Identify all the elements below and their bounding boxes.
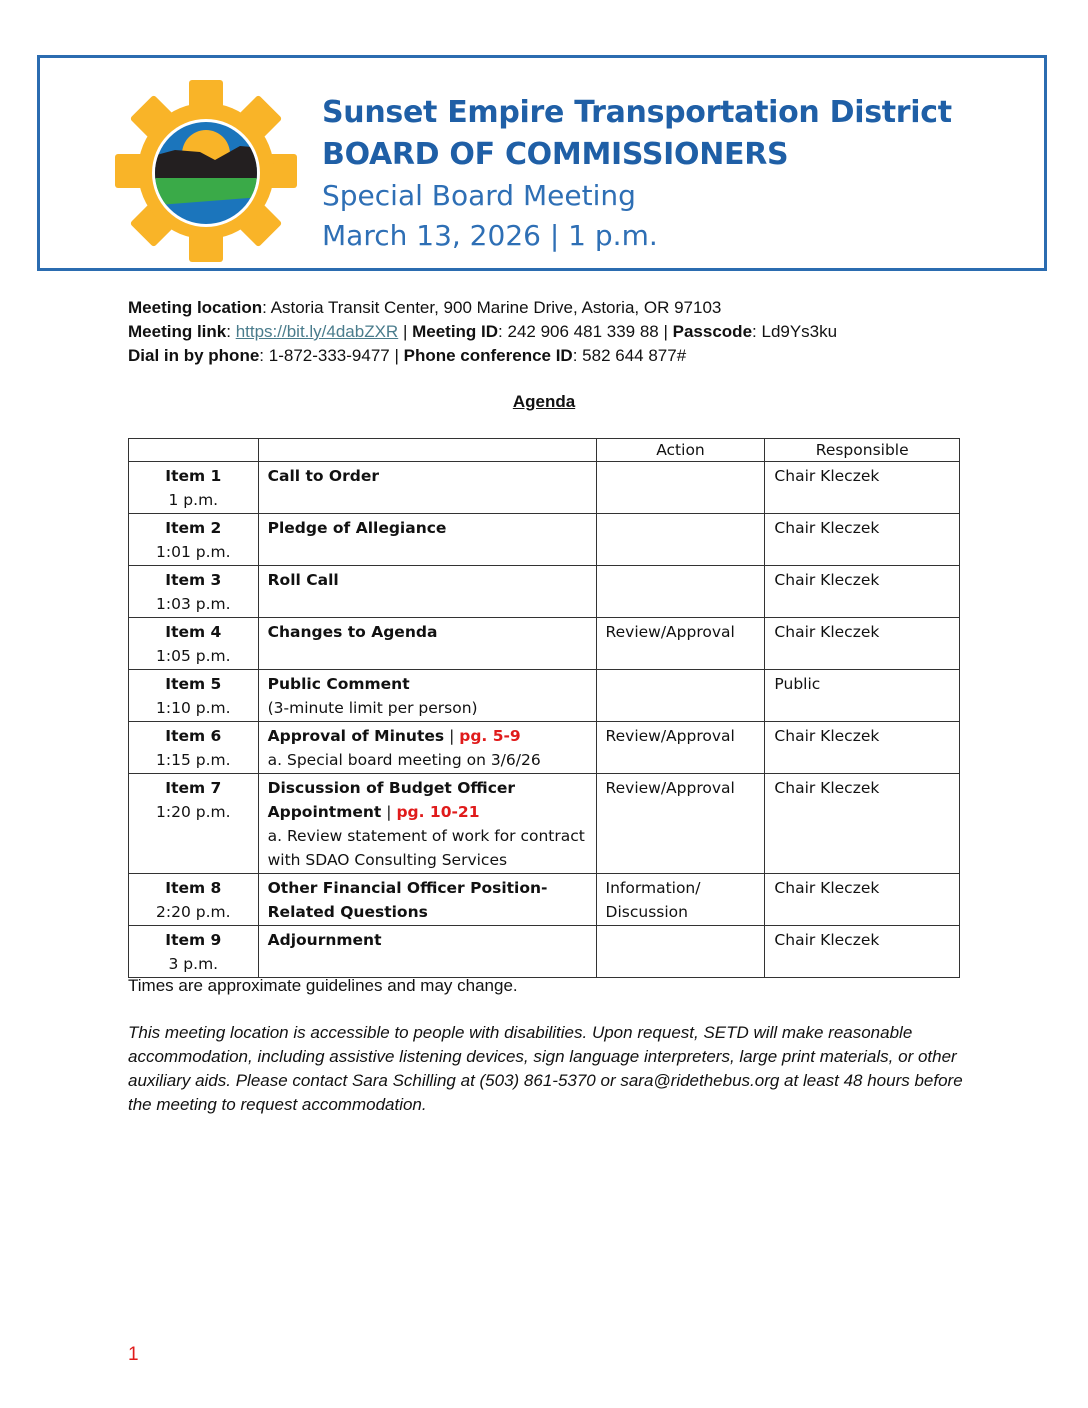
item-number: Item 1 — [165, 467, 222, 485]
table-row — [129, 514, 960, 566]
column-header-responsible: Responsible — [765, 439, 960, 462]
header-titles — [322, 92, 952, 256]
agenda-topic-cont: Related Questions — [267, 903, 428, 921]
item-number: Item 9 — [165, 931, 222, 949]
agenda-responsible: Chair Kleczek — [765, 774, 960, 874]
page-reference: pg. 5-9 — [459, 727, 521, 745]
column-header-action: Action — [596, 439, 765, 462]
item-number: Item 6 — [165, 727, 222, 745]
item-time: 1:20 p.m. — [156, 803, 231, 821]
passcode-label: Passcode — [672, 322, 753, 341]
agenda-responsible: Chair Kleczek — [765, 618, 960, 670]
board-name: BOARD OF COMMISSIONERS — [322, 137, 789, 172]
agenda-action: Review/Approval — [596, 618, 765, 670]
agenda-action: Review/Approval — [596, 774, 765, 874]
meeting-type: Special Board Meeting — [322, 179, 636, 212]
agenda-action — [596, 462, 765, 514]
dial-label: Dial in by phone — [128, 346, 260, 365]
agenda-topic: Pledge of Allegiance — [267, 519, 447, 537]
item-number: Item 5 — [165, 675, 222, 693]
organization-name: Sunset Empire Transportation District — [322, 95, 952, 130]
agenda-action — [596, 926, 765, 978]
times-note: Times are approximate guidelines and may change. — [128, 976, 518, 995]
agenda-responsible: Chair Kleczek — [765, 462, 960, 514]
table-row — [129, 874, 960, 926]
agenda-topic-cont: Appointment — [267, 803, 382, 821]
table-header-row — [129, 439, 960, 462]
agenda-topic: Approval of Minutes — [267, 727, 445, 745]
meeting-id-label: Meeting ID — [412, 322, 499, 341]
table-row — [129, 926, 960, 978]
agenda-responsible: Public — [765, 670, 960, 722]
item-time: 3 p.m. — [168, 955, 219, 973]
agenda-responsible: Chair Kleczek — [765, 926, 960, 978]
meeting-info — [128, 296, 837, 368]
item-time: 1:01 p.m. — [156, 543, 231, 561]
agenda-topic: Other Financial Officer Position- — [267, 879, 548, 897]
agenda-detail: a. Review statement of work for contract with SDAO Consulting Services — [267, 827, 585, 869]
agenda-detail: (3-minute limit per person) — [267, 699, 478, 717]
agenda-topic: Roll Call — [267, 571, 339, 589]
item-time: 1:10 p.m. — [156, 699, 231, 717]
column-header — [258, 439, 596, 462]
item-number: Item 7 — [165, 779, 222, 797]
agenda-topic: Discussion of Budget Officer — [267, 779, 516, 797]
conf-id-value: 582 644 877# — [582, 346, 687, 365]
agenda-responsible: Chair Kleczek — [765, 514, 960, 566]
table-row — [129, 618, 960, 670]
agenda-action: Information/ Discussion — [596, 874, 765, 926]
agenda-topic: Public Comment — [267, 675, 410, 693]
agenda-heading: Agenda — [512, 392, 576, 411]
meeting-id-value: 242 906 481 339 88 — [507, 322, 659, 341]
agenda-responsible: Chair Kleczek — [765, 722, 960, 774]
page-reference: pg. 10-21 — [396, 803, 480, 821]
agenda-responsible: Chair Kleczek — [765, 566, 960, 618]
agenda-topic: Call to Order — [267, 467, 380, 485]
item-time: 1 p.m. — [168, 491, 219, 509]
accessibility-notice: This meeting location is accessible to people with disabilities. Upon request, SETD will make reasonable accommodation, including assistive listening devices, sign language interpreters, large print materials, or other auxiliary aids. Please contact Sara Schilling at (503) 861-5370 or sara@ridethebus.org at least 48 hours before the meeting to request accommodation. — [128, 1023, 963, 1114]
column-header — [129, 439, 259, 462]
meeting-link[interactable]: https://bit.ly/4dabZXR — [235, 322, 399, 341]
location-line: Meeting location: Astoria Transit Center, 900 Marine Drive, Astoria, OR 97103 — [128, 298, 722, 317]
dial-value: 1-872-333-9477 — [268, 346, 390, 365]
item-number: Item 3 — [165, 571, 222, 589]
location-label: Meeting location — [128, 298, 263, 317]
agenda-topic: Adjournment — [267, 931, 382, 949]
agenda-action: Review/Approval — [596, 722, 765, 774]
link-line: Meeting link: https://bit.ly/4dabZXR | Meeting ID: 242 906 481 339 88 | Passcode: Ld9Ys3ku — [128, 322, 838, 341]
agenda-responsible: Chair Kleczek — [765, 874, 960, 926]
item-number: Item 4 — [165, 623, 222, 641]
agenda-detail: a. Special board meeting on 3/6/26 — [267, 751, 541, 769]
passcode-value: Ld9Ys3ku — [761, 322, 838, 341]
table-row — [129, 566, 960, 618]
item-time: 1:05 p.m. — [156, 647, 231, 665]
page-number: 1 — [128, 1344, 139, 1365]
table-row — [129, 670, 960, 722]
table-row — [129, 462, 960, 514]
meeting-date-time: March 13, 2026 | 1 p.m. — [322, 219, 658, 252]
link-label: Meeting link — [128, 322, 227, 341]
conf-id-label: Phone conference ID — [403, 346, 573, 365]
dial-line: Dial in by phone: 1-872-333-9477 | Phone conference ID: 582 644 877# — [128, 346, 687, 365]
agenda-table — [128, 438, 960, 978]
item-time: 1:03 p.m. — [156, 595, 231, 613]
item-time: 1:15 p.m. — [156, 751, 231, 769]
agenda-action — [596, 670, 765, 722]
item-number: Item 2 — [165, 519, 222, 537]
item-number: Item 8 — [165, 879, 222, 897]
table-row: Item 7 1:20 p.m. Discussion of Budget Officer Appointment | pg. 10-21 a. Review statement of work for contract with SDAO Consulting Services Review/Approval Chair Kleczek — [129, 774, 960, 874]
agenda-topic: Changes to Agenda — [267, 623, 438, 641]
table-row: Item 6 1:15 p.m. Approval of Minutes | pg. 5-9 a. Special board meeting on 3/6/26 Review/Approval Chair Kleczek — [129, 722, 960, 774]
agenda-action — [596, 514, 765, 566]
agenda-action — [596, 566, 765, 618]
location-value: Astoria Transit Center, 900 Marine Drive, Astoria, OR 97103 — [270, 298, 722, 317]
item-time: 2:20 p.m. — [156, 903, 231, 921]
gear-sunset-logo-icon — [115, 80, 297, 262]
